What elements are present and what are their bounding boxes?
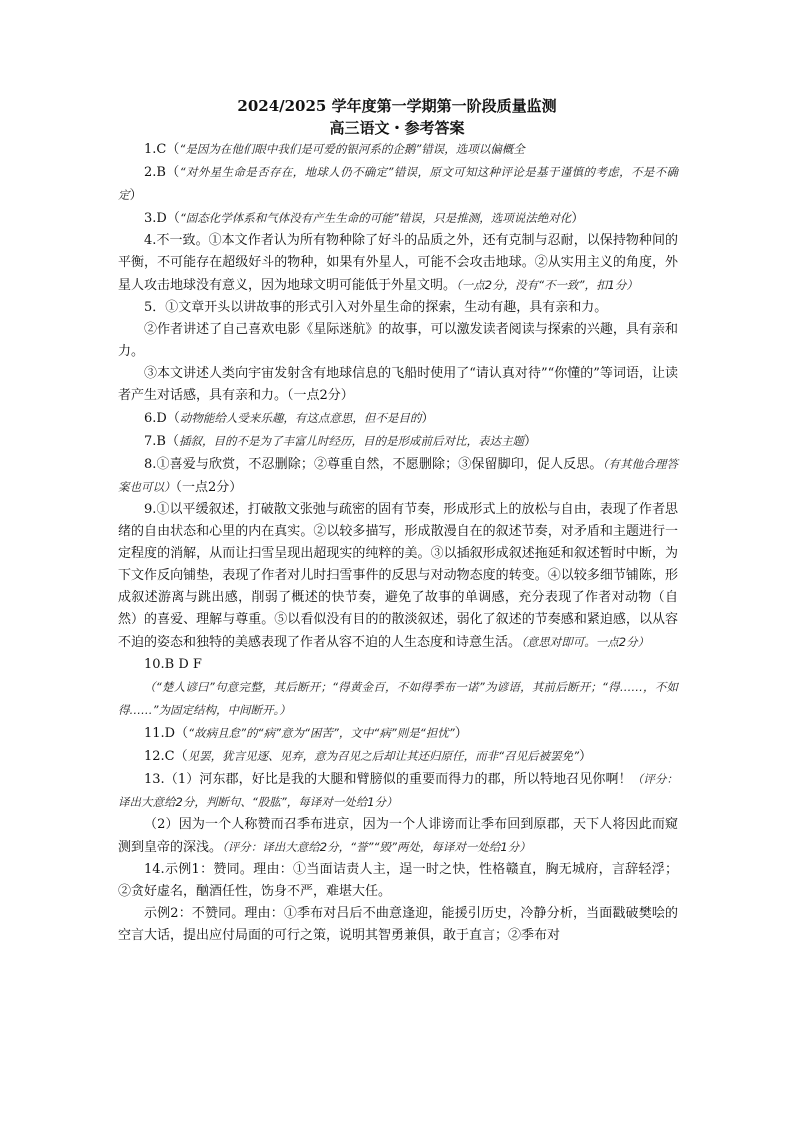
answer-4: 4.不一致。①本文作者认为所有物种除了好斗的品质之外，还有克制与忍耐，以保持物种间的平衡，不可能存在超级好斗的物种，如果有外星人，可能不会攻击地球。②从实用主义的角度，外星人攻击地球没有意义，因为地球文明可能低于外星文明。（一点2分，没有“不一致”，扣1分）	[118, 233, 678, 293]
answer-7: 7.B（插叙，目的不是为了丰富儿时经历，目的是形成前后对比，表达主题）	[144, 434, 537, 449]
answer-8: 8.①喜爱与欣赏，不忍删除；②尊重自然，不愿删除；③保留脚印，促人反思。（有其他合理答案也可以）（一点2分）	[118, 457, 679, 495]
answer-3: 3.D（“固态化学体系和气体没有产生生命的可能”错误，只是推测，选项说法绝对化）	[144, 211, 585, 226]
answer-5-point-2: ②作者讲述了自己喜欢电影《星际迷航》的故事，可以激发读者阅读与探索的兴趣，具有亲和力。	[118, 322, 678, 359]
answer-13-part-1: 13.（1）河东郡，好比是我的大腿和臂膀似的重要而得力的郡，所以特地召见你啊！（评分：译出大意给2分，判断句、“股肱”，每译对一处给1分）	[118, 772, 679, 809]
answer-2: 2.B（“对外星生命是否存在，地球人仍不确定”错误，原文可知这种评论是基于谨慎的考虑，不是不确定）	[118, 165, 678, 203]
answer-6: 6.D（动物能给人受来乐趣，有这点意思，但不是目的）	[144, 411, 435, 426]
answer-10-explanation: （“楚人谚曰”句意完整，其后断开；“得黄金百，不如得季布一诺”为谚语，其前后断开；“得……，不如得……”为固定结构，中间断开。）	[118, 680, 678, 717]
answer-9: 9.①以平缓叙述，打破散文张弛与疏密的固有节奏，形成形式上的放松与自由，表现了作者思绪的自由状态和心里的内在真实。②以较多描写，形成散漫自在的叙述节奏，对矛盾和主题进行一定程度的消解，从而让扫雪呈现出超现实的纯粹的美。③以插叙形成叙述拖延和叙述暂时中断，为下文作反向铺垫，表现了作者对儿时扫雪事件的反思与对动物态度的转变。④以较多细节铺陈，形成叙述游离与跳出感，削弱了概述的快节奏，避免了故事的单调感，充分表现了作者对动物（自然）的喜爱、理解与尊重。⑤以看似没有目的的散淡叙述，弱化了叙述的节奏感和紧迫感，以从容不迫的姿态和独特的美感表现了作者从容不迫的人生态度和诗意生活。（意思对即可。一点2分）	[118, 502, 678, 650]
document-title: 2024/2025 学年度第一学期第一阶段质量监测	[237, 97, 557, 115]
answer-14-example-1: 14.示例1：赞同。理由：①当面诘责人主，逞一时之快，性格赣直，胸无城府，言辞轻浮；②贪好虚名，酗酒任性，饬身不严，难堪大任。	[118, 862, 678, 899]
answer-12: 12.C（见罢，犹言见逐、见弃，意为召见之后却让其还归原任，而非“召见后被罢免”）	[144, 749, 593, 764]
answer-10: 10.B D F	[144, 657, 202, 672]
answer-5-point-3: ③本文讲述人类向宇宙发射含有地球信息的飞船时使用了“请认真对待”“你懂的”等词语，让读者产生对话感，具有亲和力。（一点2分）	[118, 366, 678, 403]
document-subtitle: 高三语文・参考答案	[329, 119, 465, 137]
answer-1: 1.C（“是因为在他们眼中我们是可爱的银河系的企鹅”错误，选项以偏概全	[144, 142, 525, 157]
answer-13-part-2: （2）因为一个人称赞而召季布进京，因为一个人诽谤而让季布回到原郡，天下人将因此而窥测到皇帝的深浅。（评分：译出大意给2分，“誉”“毁”两处，每译对一处给1分）	[118, 817, 678, 855]
answer-11: 11.D（“故病且怠”的“病”意为“困苦”，文中“病”则是“担忧”）	[144, 726, 468, 741]
answer-14-example-2: 示例2：不赞同。理由：①季布对吕后不曲意逢迎，能援引历史，冷静分析，当面戳破樊哙的空言大话，提出应付局面的可行之策，说明其智勇兼俱，敢于直言；②季布对	[118, 906, 678, 943]
answer-5-point-1: 5．①文章开头以讲故事的形式引入对外星生命的探索，生动有趣，具有亲和力。	[144, 300, 608, 315]
answer-list	[118, 138, 678, 947]
